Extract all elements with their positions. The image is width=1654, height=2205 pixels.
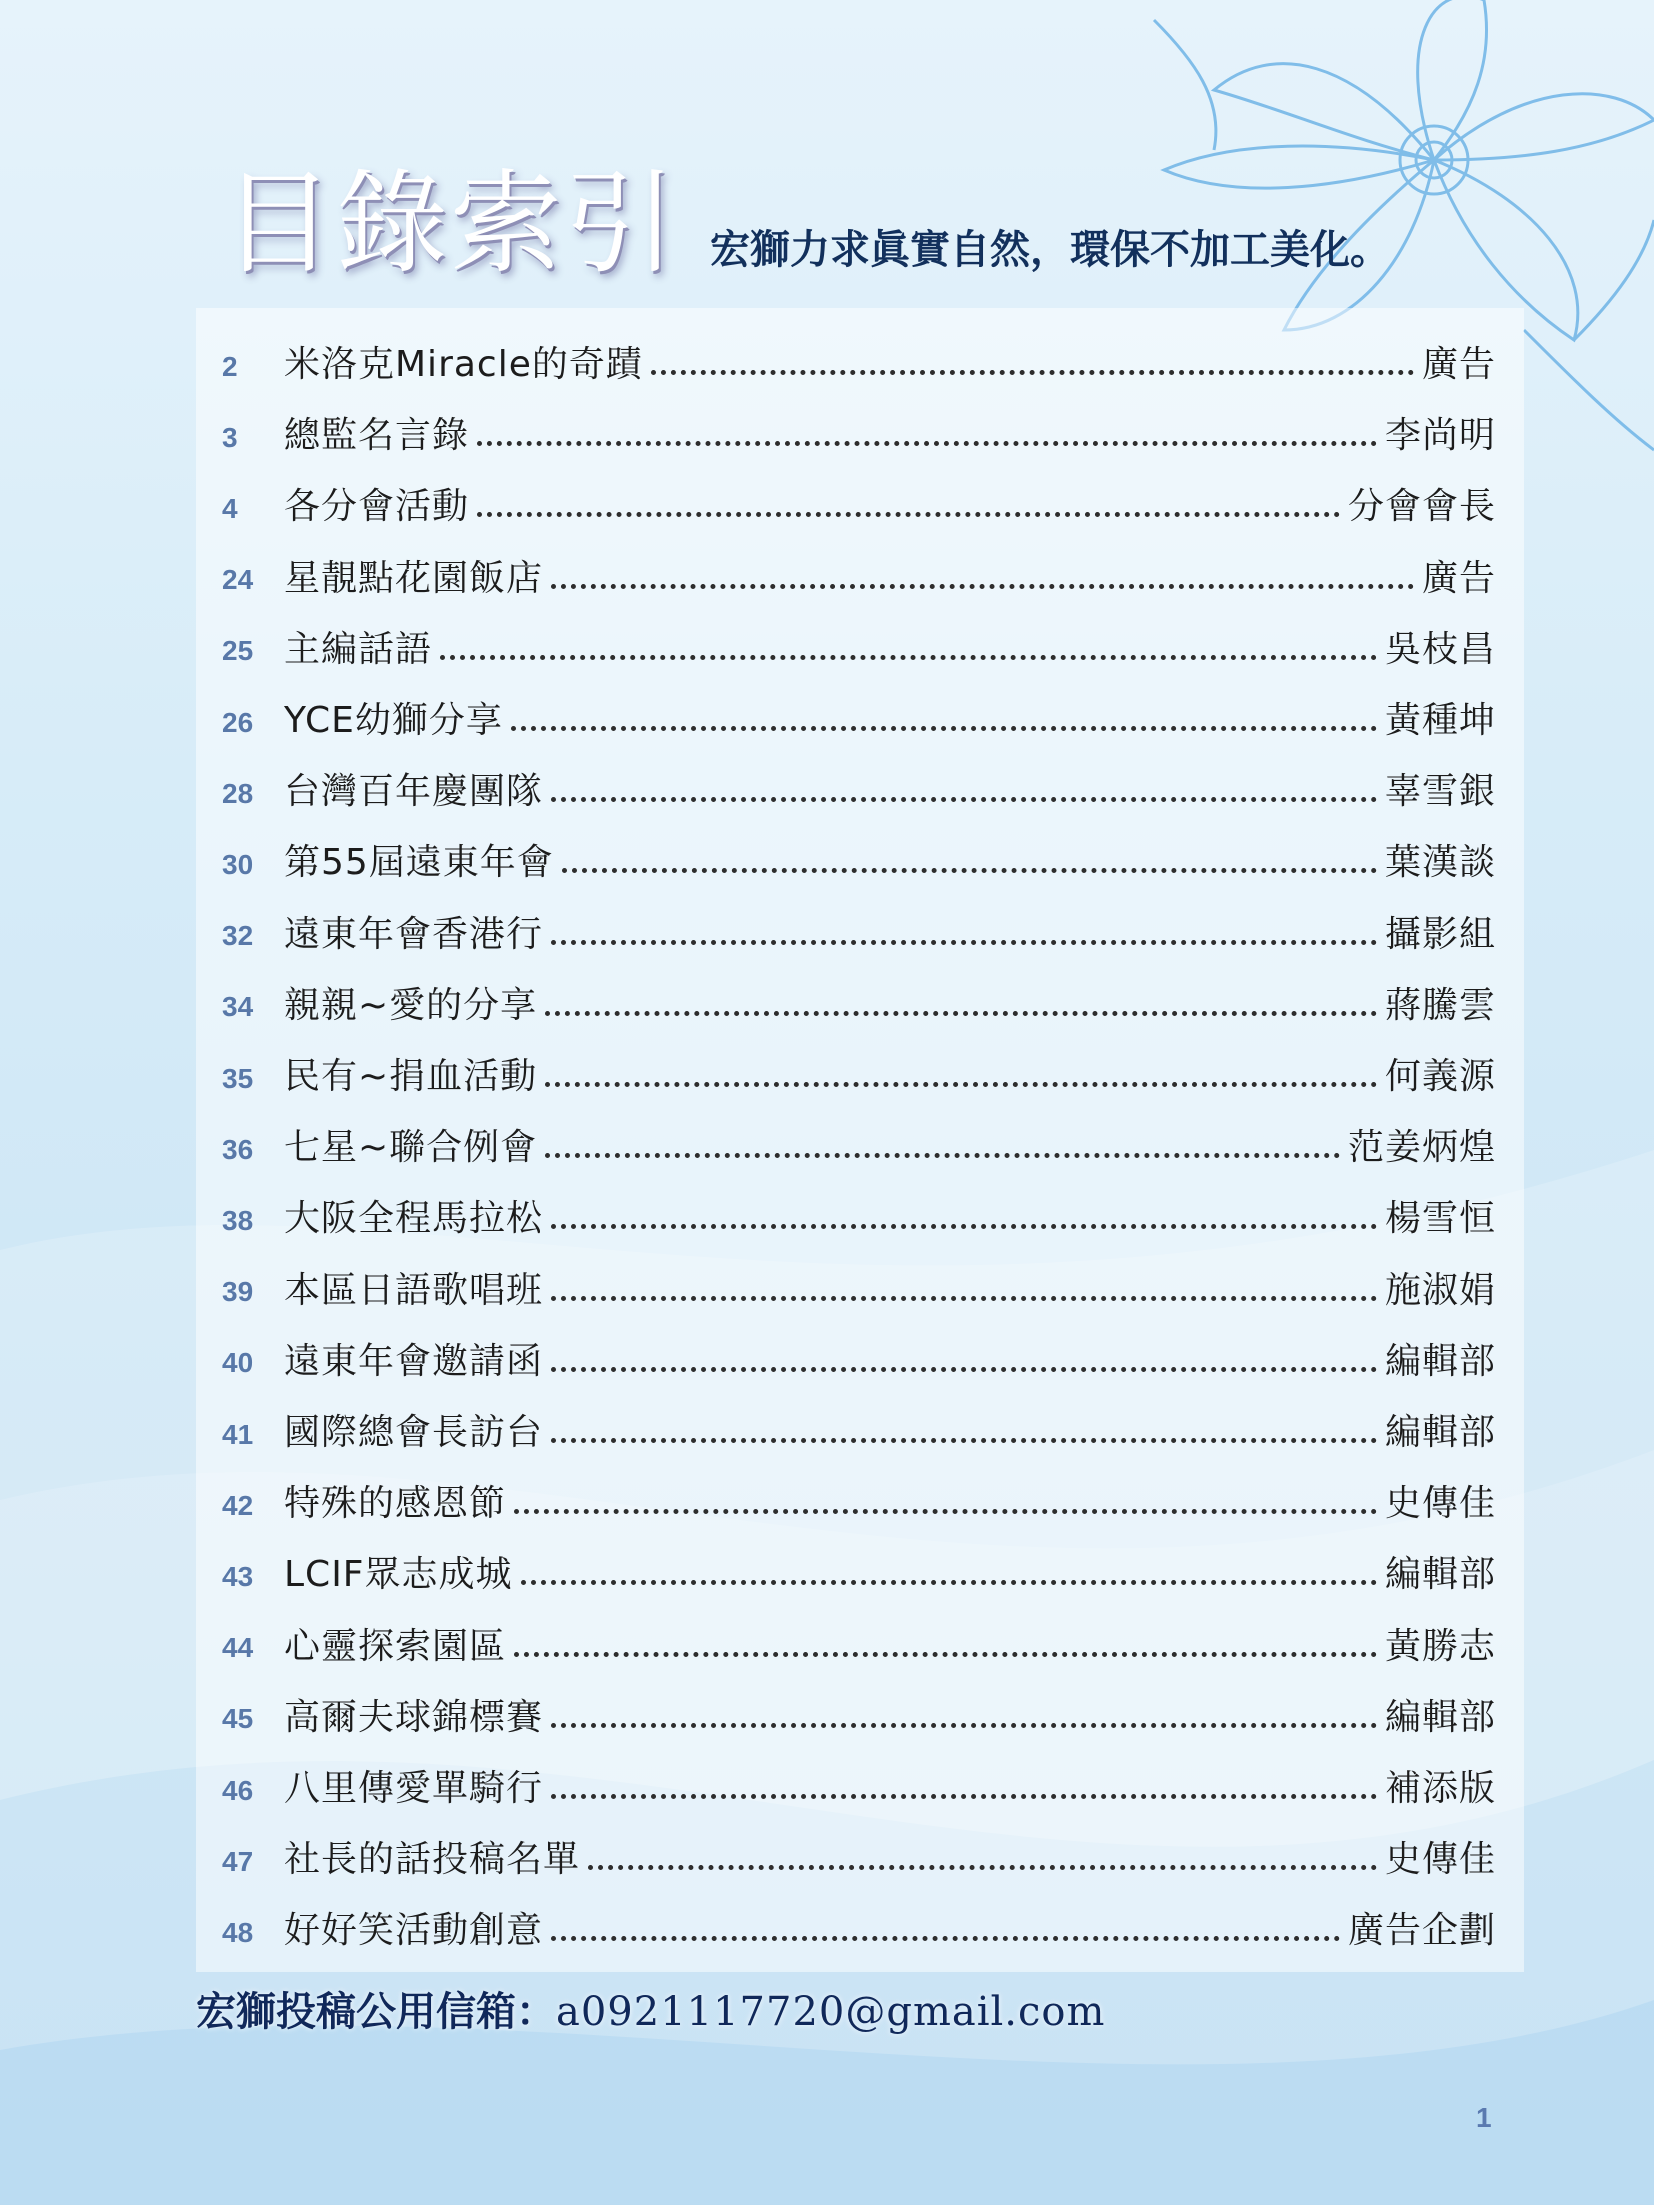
toc-entry[interactable] — [196, 1109, 1524, 1180]
toc-entry[interactable] — [196, 896, 1524, 967]
toc-page-number: 40 — [222, 1347, 254, 1379]
toc-entry[interactable] — [196, 1536, 1524, 1607]
toc-page-number: 36 — [222, 1133, 254, 1165]
toc-page-number: 48 — [222, 1916, 254, 1948]
toc-page-number: 3 — [222, 421, 238, 453]
toc-page-number: 45 — [222, 1703, 254, 1735]
toc-page-number: 44 — [222, 1632, 254, 1664]
dot-leader — [511, 726, 1377, 731]
dot-leader — [477, 512, 1340, 517]
dot-leader — [551, 1723, 1377, 1728]
toc-title: 民有~捐血活動 — [284, 1056, 538, 1097]
toc-author: 施淑娟 — [1384, 1269, 1496, 1311]
dot-leader — [651, 370, 1414, 375]
toc-title: 好好笑活動創意 — [284, 1910, 544, 1952]
toc-entry[interactable] — [196, 468, 1524, 539]
toc-title: 本區日語歌唱班 — [284, 1269, 544, 1311]
toc-author: 范姜炳煌 — [1347, 1127, 1496, 1169]
dot-leader — [551, 940, 1377, 945]
toc-page-number: 43 — [222, 1560, 254, 1592]
toc-title: 特殊的感恩節 — [284, 1483, 507, 1525]
toc-author: 編輯部 — [1384, 1696, 1496, 1738]
toc-author: 史傳佳 — [1384, 1483, 1496, 1525]
email-label: 宏獅投稿公用信箱： — [196, 1988, 556, 2035]
toc-title: 米洛克Miracle的奇蹟 — [284, 344, 643, 385]
toc-page-number: 4 — [222, 492, 238, 524]
toc-author: 李尚明 — [1384, 415, 1496, 457]
toc-author: 廣告企劃 — [1347, 1910, 1496, 1952]
dot-leader — [551, 584, 1414, 589]
toc-title: 社長的話投稿名單 — [284, 1839, 581, 1881]
toc-title: 大阪全程馬拉松 — [284, 1198, 544, 1240]
dot-leader — [551, 797, 1377, 802]
dot-leader — [545, 1011, 1377, 1016]
toc-author: 編輯部 — [1384, 1412, 1496, 1453]
toc-page-number: 2 — [222, 350, 238, 382]
toc-author: 辜雪銀 — [1384, 771, 1496, 813]
toc-title: 主編話語 — [284, 628, 433, 670]
dot-leader — [545, 1153, 1340, 1158]
toc-author: 攝影組 — [1384, 913, 1496, 955]
toc-page-number: 34 — [222, 991, 254, 1023]
toc-author: 廣告 — [1421, 344, 1496, 385]
toc-author: 吳枝昌 — [1384, 628, 1496, 670]
toc-entry[interactable] — [196, 1465, 1524, 1536]
toc-entry[interactable] — [196, 1323, 1524, 1394]
toc-entry[interactable] — [196, 1608, 1524, 1679]
toc-entry[interactable] — [196, 397, 1524, 468]
toc-author: 楊雪恒 — [1384, 1198, 1496, 1240]
toc-entry[interactable] — [196, 611, 1524, 682]
dot-leader — [551, 1296, 1377, 1301]
dot-leader — [514, 1652, 1377, 1657]
toc-author: 分會會長 — [1347, 486, 1496, 528]
toc-entry[interactable] — [196, 1180, 1524, 1251]
dot-leader — [562, 868, 1377, 873]
toc-title: 第55屆遠東年會 — [284, 842, 554, 884]
dot-leader — [588, 1865, 1377, 1870]
toc-author: 補添版 — [1384, 1768, 1496, 1809]
toc-entry[interactable] — [196, 1394, 1524, 1465]
toc-page-number: 24 — [222, 564, 254, 596]
dot-leader — [521, 1580, 1377, 1585]
toc-title: LCIF眾志成城 — [284, 1554, 513, 1596]
toc-author: 葉漢談 — [1384, 842, 1496, 884]
toc-title: 星靚點花園飯店 — [284, 557, 544, 599]
toc-page-number: 30 — [222, 848, 254, 880]
toc-entry[interactable] — [196, 1821, 1524, 1892]
page-subtitle: 宏獅力求眞實自然，環保不加工美化。 — [710, 226, 1390, 273]
email-address[interactable]: a0921117720@gmail.com — [556, 1989, 1106, 2035]
toc-entry[interactable] — [196, 1038, 1524, 1109]
toc-entry[interactable] — [196, 326, 1524, 397]
dot-leader — [477, 441, 1377, 446]
toc-page-number: 38 — [222, 1204, 254, 1236]
toc-entry[interactable] — [196, 1750, 1524, 1821]
toc-page-number: 47 — [222, 1845, 254, 1877]
toc-author: 編輯部 — [1384, 1340, 1496, 1382]
toc-title: 國際總會長訪台 — [284, 1412, 544, 1453]
toc-entry[interactable] — [196, 540, 1524, 611]
toc-title: 親親~愛的分享 — [284, 984, 538, 1026]
toc-author: 編輯部 — [1384, 1554, 1496, 1596]
toc-page-number: 26 — [222, 706, 254, 738]
page-number: 1 — [1476, 2102, 1492, 2133]
page-title: 目錄索引 — [222, 159, 678, 289]
toc-entry[interactable] — [196, 1679, 1524, 1750]
toc-page-number: 41 — [222, 1418, 254, 1450]
toc-page-number: 42 — [222, 1489, 254, 1521]
toc-title: 遠東年會邀請函 — [284, 1340, 544, 1382]
toc-author: 廣告 — [1421, 557, 1496, 599]
dot-leader — [551, 1794, 1377, 1799]
toc-author: 黃種坤 — [1384, 700, 1496, 741]
dot-leader — [551, 1936, 1340, 1941]
toc-page-number: 39 — [222, 1276, 254, 1308]
toc-panel — [196, 308, 1524, 1972]
toc-title: 心靈探索園區 — [284, 1625, 507, 1667]
toc-page-number: 25 — [222, 635, 254, 667]
dot-leader — [551, 1224, 1377, 1229]
toc-author: 蔣騰雲 — [1384, 984, 1496, 1026]
toc-title: 七星~聯合例會 — [284, 1127, 538, 1169]
toc-title: 總監名言錄 — [284, 415, 470, 457]
toc-entry[interactable] — [196, 1252, 1524, 1323]
toc-entry[interactable] — [196, 682, 1524, 753]
toc-title: 高爾夫球錦標賽 — [284, 1696, 544, 1738]
toc-page-number: 28 — [222, 777, 254, 809]
toc-title: 遠東年會香港行 — [284, 913, 544, 955]
toc-entry[interactable] — [196, 967, 1524, 1038]
toc-author: 何義源 — [1384, 1056, 1496, 1097]
toc-page-number: 35 — [222, 1062, 254, 1094]
toc-title: YCE幼獅分享 — [284, 700, 503, 741]
toc-entry[interactable] — [196, 1892, 1524, 1963]
dot-leader — [545, 1082, 1377, 1087]
toc-entry[interactable] — [196, 753, 1524, 824]
dot-leader — [440, 655, 1377, 660]
toc-entry[interactable] — [196, 824, 1524, 895]
toc-title: 台灣百年慶團隊 — [284, 771, 544, 813]
toc-title: 各分會活動 — [284, 486, 470, 528]
toc-author: 史傳佳 — [1384, 1839, 1496, 1881]
dot-leader — [551, 1438, 1377, 1443]
dot-leader — [551, 1367, 1377, 1372]
toc-page-number: 46 — [222, 1774, 254, 1806]
submission-email — [196, 1988, 1106, 2035]
toc-author: 黃勝志 — [1384, 1625, 1496, 1667]
dot-leader — [514, 1509, 1377, 1514]
toc-page-number: 32 — [222, 920, 254, 952]
toc-title: 八里傳愛單騎行 — [284, 1768, 544, 1809]
